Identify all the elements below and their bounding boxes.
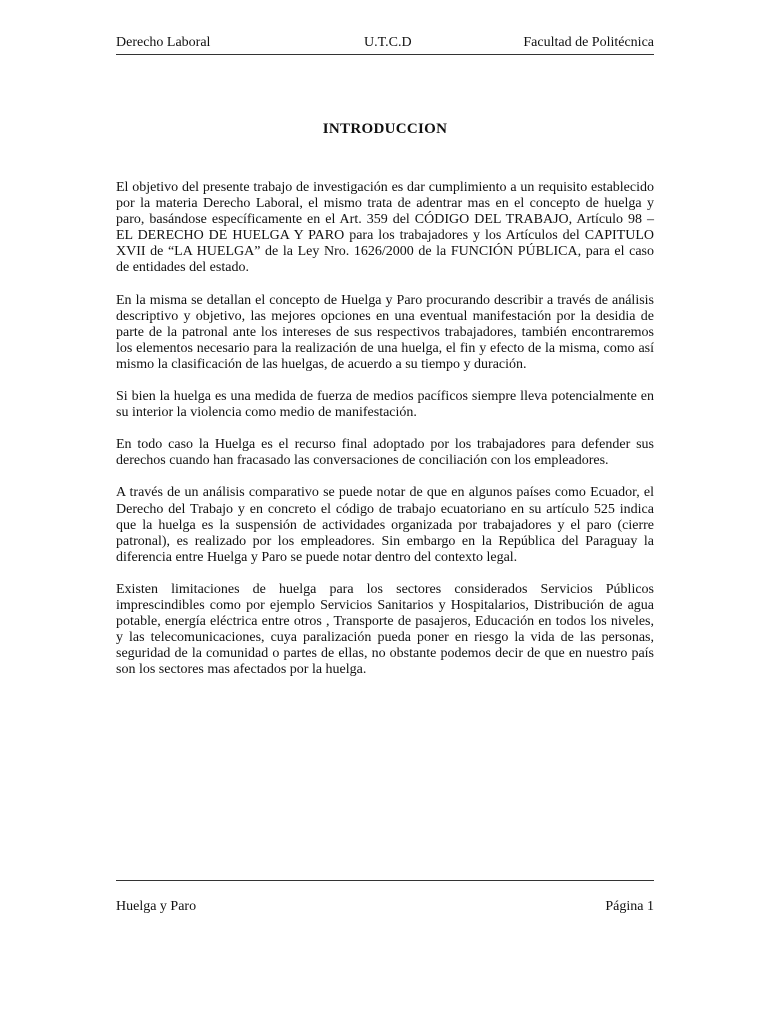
paragraph: El objetivo del presente trabajo de investigación es dar cumplimiento a un requisito establecido por la materia Derecho Laboral, el mismo trata de adentrar mas en el concepto de huelga y paro, basándose específicamente en el Art. 359 del CÓDIGO DEL TRABAJO, Artículo 98 – EL DERECHO DE HUELGA Y PARO para los trabajadores y los Artículos del CAPITULO XVII de “LA HUELGA” de la Ley Nro. 1626/2000 de la FUNCIÓN PÚBLICA, para el caso de entidades del estado. xyxy=(116,180,654,276)
document-body xyxy=(116,180,654,694)
paragraph: En todo caso la Huelga es el recurso final adoptado por los trabajadores para defender sus derechos cuando han fracasado las conversaciones de conciliación con los empleadores. xyxy=(116,437,654,469)
paragraph: Existen limitaciones de huelga para los sectores considerados Servicios Públicos imprescindibles como por ejemplo Servicios Sanitarios y Hospitalarios, Distribución de agua potable, energía eléctrica entre otros , Transporte de pasajeros, Educación en todos los niveles, y las telecomunicaciones, cuya paralización pueda poner en riesgo la vida de las personas, seguridad de la comunidad o partes de ellas, no obstante podemos decir de que en nuestro país son los sectores mas afectados por la huelga. xyxy=(116,581,654,678)
footer-document-title: Huelga y Paro xyxy=(116,899,197,914)
header-institution: U.T.C.D xyxy=(364,35,412,50)
paragraph: A través de un análisis comparativo se puede notar de que en algunos países como Ecuador, el Derecho del Trabajo y en concreto el código de trabajo ecuatoriano en su artículo 525 indica que la huelga es la suspensión de actividades organizada por trabajadores y el paro (cierre patronal), es realizado por los empleadores. Sin embargo en la República del Paraguay la diferencia entre Huelga y Paro se puede notar dentro del contexto legal. xyxy=(116,485,654,565)
page-footer xyxy=(116,880,654,917)
header-faculty: Facultad de Politécnica xyxy=(523,35,654,50)
page-title: INTRODUCCION xyxy=(322,121,448,137)
header-course: Derecho Laboral xyxy=(116,35,211,50)
paragraph: En la misma se detallan el concepto de Huelga y Paro procurando describir a través de análisis descriptivo y objetivo, las mejores opciones en una eventual manifestación por la desidia de parte de la patronal ante los intereses de sus respectivos trabajadores, también encontraremos los elementos necesario para la realización de una huelga, el fin y efecto de la misma, como así mismo la clasificación de las huelgas, de acuerdo a su tiempo y duración. xyxy=(116,292,654,372)
page-header xyxy=(116,34,654,55)
footer-page-number: Página 1 xyxy=(605,899,654,914)
paragraph: Si bien la huelga es una medida de fuerza de medios pacíficos siempre lleva potencialmente en su interior la violencia como medio de manifestación. xyxy=(116,389,654,421)
